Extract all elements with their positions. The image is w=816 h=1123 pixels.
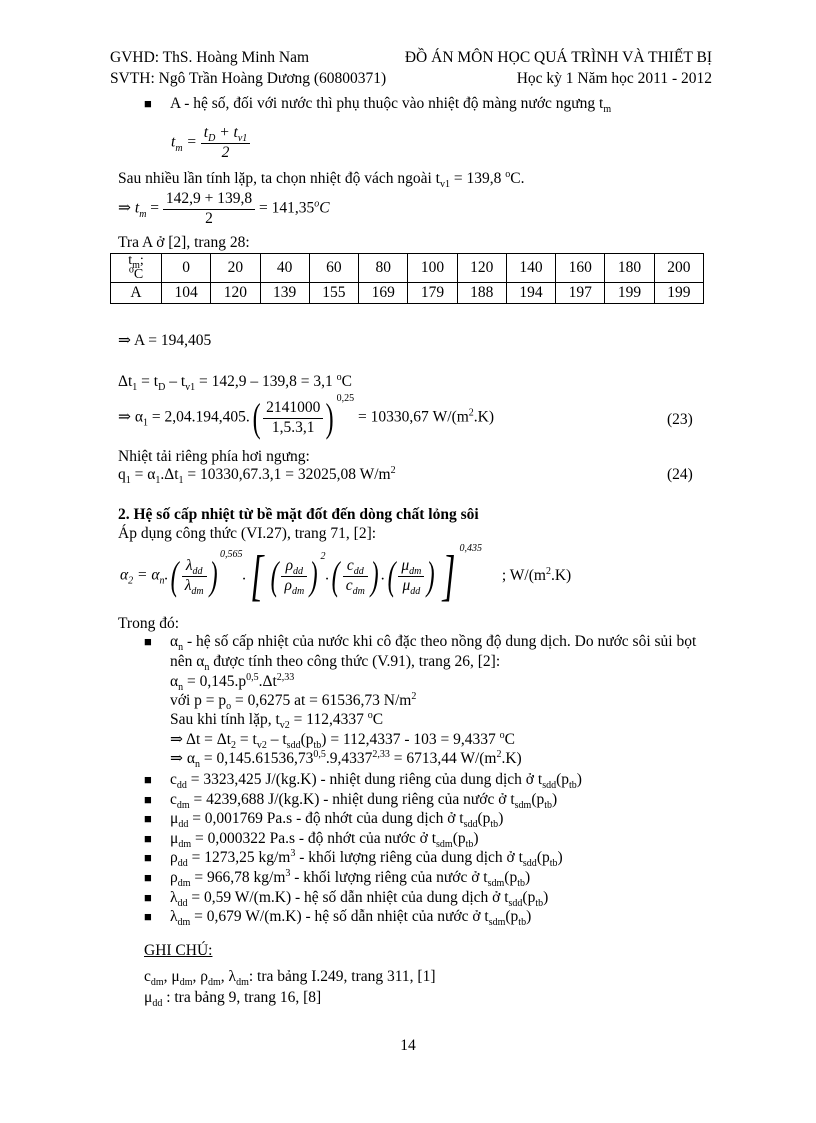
alpha1-formula: ⇒ $\alpha_1 = 2,04.194,405$.( $\frac{2141000}{1,5.3,1}$ ) $^{0,25}$ = 10330,67 $W/(m^2.K)$ [118,393,495,440]
table-cell: 188 [457,283,506,304]
table-cell: 160 [556,254,605,283]
tra-a-text: Tra A ở [2], trang 28: [118,234,250,251]
tv2-line: Sau khi tính lặp, $t_{v2} = 112,4337$ $^o$C [170,709,384,732]
header-student: SVTH: Ngô Trần Hoàng Dương (60800371) [110,70,387,87]
a-result: ⇒ A = 194,405 [118,332,212,349]
table-cell: 199 [654,283,703,304]
note-1: $c_{dm}$, $\mu_{dm}$, $\rho_{dm}$, $\lambda_{dm}$: tra bảng I.249, trang 311, [1] [144,968,436,989]
page-number: 14 [400,1037,416,1054]
header-semester: Học kỳ 1 Năm học 2011 - 2012 [516,70,712,87]
bullet-icon: ■ [144,791,152,807]
bullet-icon: ■ [144,830,152,846]
table-cell: 40 [260,254,309,283]
table-cell: 197 [556,283,605,304]
table-cell: 179 [408,283,457,304]
property-item: $\rho_{dm} = 966,78$ $kg/m^3$ - khối lượng riêng của nước ở $t_{sdm}(p_{tb})$ [170,867,531,890]
header-advisor: GVHD: ThS. Hoàng Minh Nam [110,49,310,66]
trong-do: Trong đó: [118,615,180,632]
table-row-label: A [111,283,162,304]
bullet-icon: ■ [144,850,152,866]
dt1-line: $\Delta t_1 = t_D - t_{v1} = 142,9 - 139,8 = 3,1$ $^o$C [118,371,352,394]
an-calc: ⇒ $\alpha_n = 0,145.61536,73^{0,5}.9,4337^{2,33} = 6713,44$ $W/(m^2.K)$ [170,748,522,771]
alpha2-formula: $\alpha_2 = \alpha_n$.( $\frac{\lambda_{dd}}{\lambda_{dm}}$ ) $^{0,565}$.[ ( $\frac{\rho_{dd}}{\rho_{dm}}$ ) $^2$.( $\frac{c_{dd}}{c_{dm}}$ ) .( $\frac{\mu_{dm}}{\mu_{dd}}$ ) ] $^{0,435}$ ; $W/(m^2.K)$ [120,543,572,607]
a-definition: A - hệ số, đối với nước thì phụ thuộc vào nhiệt độ màng nước ngưng $t_m$ [170,95,612,116]
table-cell: 140 [506,254,555,283]
table-cell: 199 [605,283,654,304]
bullet-icon: ■ [144,889,152,905]
table-cell: 60 [309,254,358,283]
property-item: $\mu_{dm} = 0,000322$ Pa.s - độ nhớt của nước ở $t_{sdm}(p_{tb})$ [170,829,479,850]
property-item: $\rho_{dd} = 1273,25$ $kg/m^3$ - khối lượng riêng của dung dịch ở $t_{sdd}(p_{tb})$ [170,848,563,870]
bullet-icon: ■ [144,96,152,111]
property-item: $\lambda_{dd} = 0,59$ W/(m.K) - hệ số dẫn nhiệt của dung dịch ở $t_{sdd}(p_{tb})$ [170,888,549,909]
table-cell: 169 [359,283,408,304]
property-item: $c_{dm} = 4239,688$ J/(kg.K) - nhiệt dung riêng của nước ở $t_{sdm}(p_{tb})$ [170,790,558,811]
table-cell: 104 [162,283,211,304]
bullet-icon: ■ [144,634,152,649]
table-cell: 20 [211,254,260,283]
table-cell: 0 [162,254,211,283]
table-cell: 120 [211,283,260,304]
note-title: GHI CHÚ: [144,942,213,959]
table-header-label: $t_m$; $^o$C [111,254,162,283]
wall-temp-text: Sau nhiều lần tính lặp, ta chọn nhiệt độ vách ngoài $t_{v1} = 139,8$ $^o$C. [118,168,525,191]
bullet-icon: ■ [144,811,152,827]
tm-formula: $t_m$ = $\frac{t_D + t_{v1}}{2}$ [171,124,250,162]
property-item: $\lambda_{dm} = 0,679$ W/(m.K) - hệ số dẫn nhiệt của nước ở $t_{sdm}(p_{tb})$ [170,908,532,929]
table-cell: 80 [359,254,408,283]
apply-formula-text: Áp dụng công thức (VI.27), trang 71, [2]: [118,525,377,542]
an-definition: $\alpha_n$ - hệ số cấp nhiệt của nước khi cô đặc theo nồng độ dung dịch. Do nước sôi sủi bọt [170,633,697,654]
q-intro: Nhiệt tải riêng phía hơi ngưng: [118,448,310,465]
bullet-icon: ■ [144,870,152,885]
property-item: $c_{dd} = 3323,425$ J/(kg.K) - nhiệt dung riêng của dung dịch ở $t_{sdd}(p_{tb})$ [170,771,582,792]
bullet-icon: ■ [144,772,152,787]
tm-calc: ⇒ $t_m$ = $\frac{142,9 + 139,8}{2}$ = $141,35^oC$ [118,190,330,227]
table-cell: 200 [654,254,703,283]
table-cell: 139 [260,283,309,304]
an-definition-2: nên $\alpha_n$ được tính theo công thức (V.91), trang 26, [2]: [170,653,501,674]
table-cell: 100 [408,254,457,283]
dt-line: ⇒ $\Delta t = \Delta t_2 = t_{v2} - t_{sdd}(p_{tb}) = 112,4337 - 103 = 9,4337$ $^o$C [170,729,515,752]
section-2-heading: 2. Hệ số cấp nhiệt từ bề mặt đốt đến dòng chất lỏng sôi [118,506,479,523]
bullet-icon: ■ [144,909,152,925]
pressure-line: với $p = p_o = 0,6275$ at = 61536,73 $N/m^2$ [170,690,417,713]
table-cell: 155 [309,283,358,304]
property-item: $\mu_{dd} = 0,001769$ Pa.s - độ nhớt của dung dịch ở $t_{sdd}(p_{tb})$ [170,810,504,831]
header-course: ĐỒ ÁN MÔN HỌC QUÁ TRÌNH VÀ THIẾT BỊ [404,49,712,66]
table-cell: 194 [506,283,555,304]
an-formula: $\alpha_n = 0,145.p^{0,5}.\Delta t^{2,33}$ [170,671,295,694]
a-table [110,253,704,304]
q1-line: $q_1 = \alpha_1.\Delta t_1 = 10330,67.3,1 = 32025,08$ $W/m^2$ [118,464,396,487]
note-2: $\mu_{dd}$ : tra bảng 9, trang 16, [8] [144,989,322,1010]
eq-23: (23) [667,411,693,428]
table-cell: 180 [605,254,654,283]
table-cell: 120 [457,254,506,283]
eq-24: (24) [667,466,693,483]
